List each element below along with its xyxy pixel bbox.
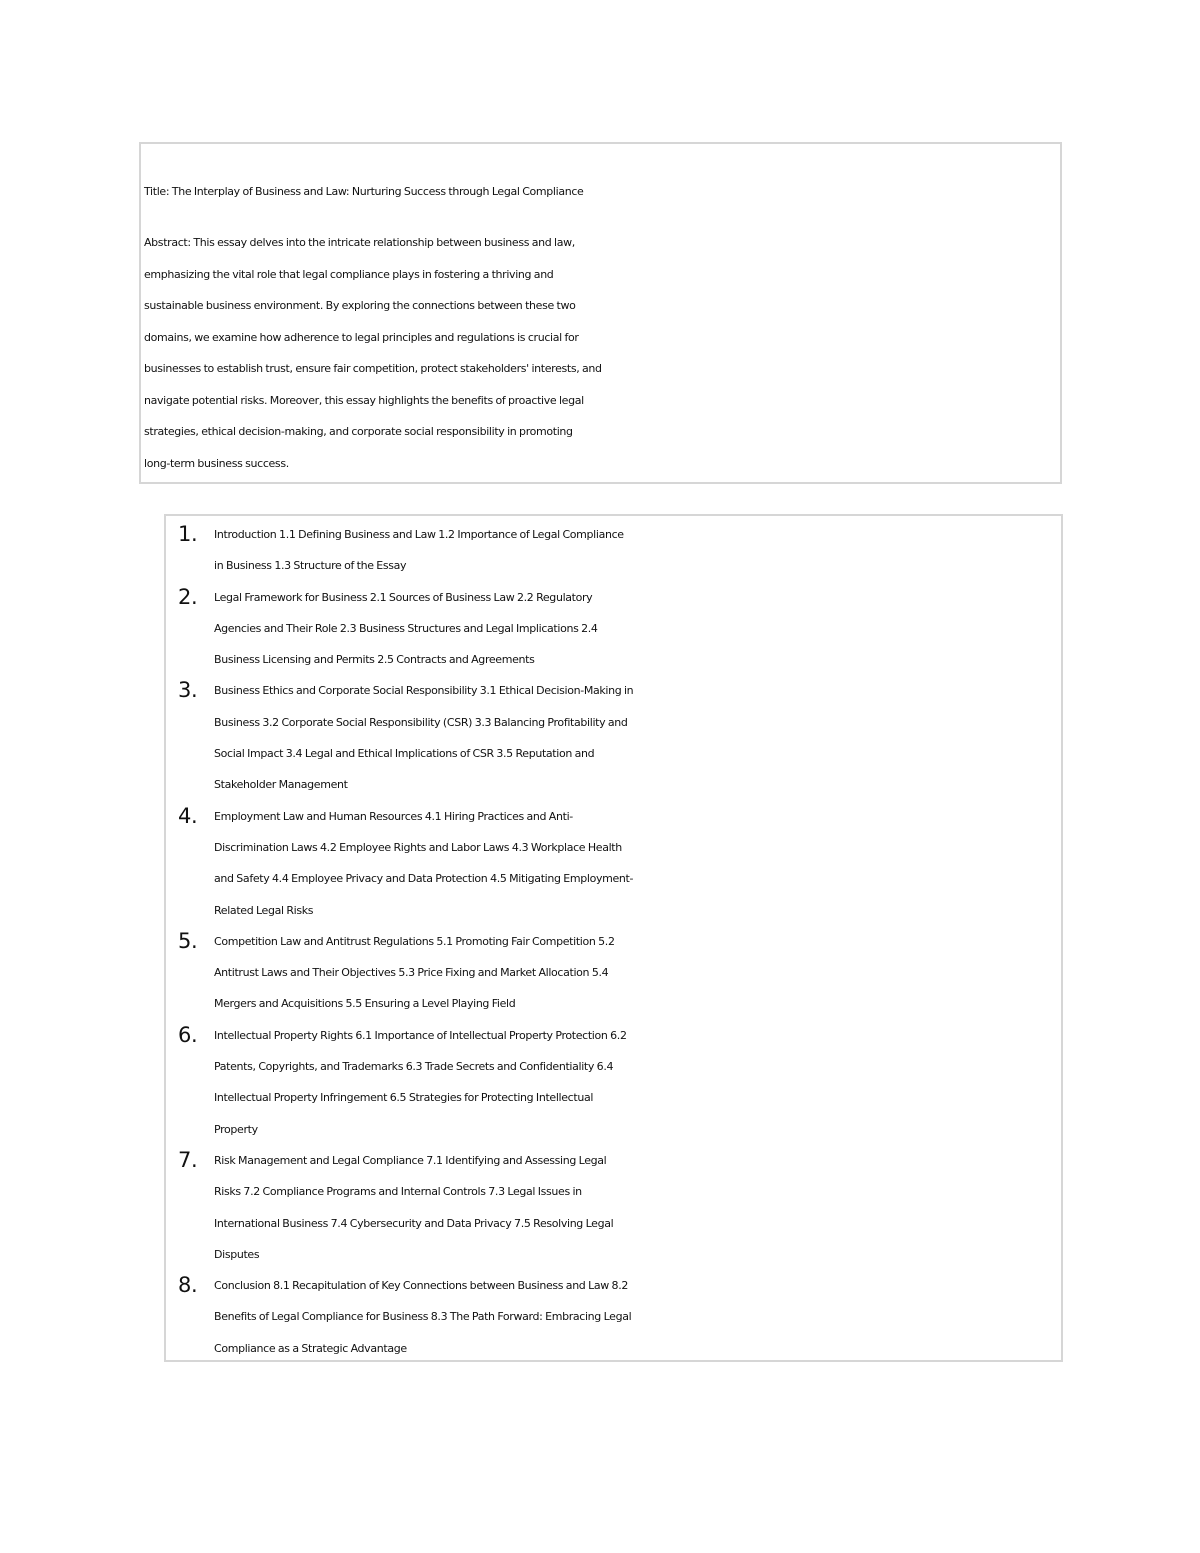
outline-item-line: Business Licensing and Permits 2.5 Contracts and Agreements (214, 653, 535, 667)
outline-item-line: Stakeholder Management (214, 778, 348, 792)
outline-item-intellectual-property (166, 1020, 1061, 1145)
outline-item-line: Disputes (214, 1247, 260, 1261)
outline-item-line: Agencies and Their Role 2.3 Business Structures and Legal Implications 2.4 (214, 621, 598, 635)
outline-item-legal-framework (166, 582, 1061, 676)
abstract-line: long-term business success. (144, 456, 289, 470)
outline-item-risk-management (166, 1145, 1061, 1270)
outline-item-number: 2. (178, 584, 198, 609)
outline-item-line: Risk Management and Legal Compliance 7.1 Identifying and Assessing Legal (214, 1153, 607, 1167)
outline-item-line: Social Impact 3.4 Legal and Ethical Implications of CSR 3.5 Reputation and (214, 747, 595, 761)
outline-item-line: Business Ethics and Corporate Social Responsibility 3.1 Ethical Decision-Making in (214, 684, 634, 698)
outline-item-line: Risks 7.2 Compliance Programs and Internal Controls 7.3 Legal Issues in (214, 1185, 582, 1199)
outline-item-line: Related Legal Risks (214, 903, 314, 917)
outline-item-line: Intellectual Property Infringement 6.5 Strategies for Protecting Intellectual (214, 1091, 594, 1105)
abstract-paragraph (144, 227, 1060, 479)
outline-item-line: Conclusion 8.1 Recapitulation of Key Connections between Business and Law 8.2 (214, 1279, 628, 1293)
title-abstract-box (139, 142, 1062, 484)
outline-item-number: 7. (178, 1147, 198, 1172)
outline-item-number: 1. (178, 522, 198, 546)
outline-item-conclusion (166, 1270, 1061, 1364)
abstract-line: sustainable business environment. By exploring the connections between these two (144, 299, 576, 312)
outline-item-line: Compliance as a Strategic Advantage (214, 1341, 407, 1355)
outline-item-line: in Business 1.3 Structure of the Essay (214, 559, 407, 573)
outline-item-number: 6. (178, 1022, 198, 1047)
outline-box (164, 514, 1063, 1362)
outline-item-business-ethics (166, 675, 1061, 800)
outline-item-number: 4. (178, 803, 198, 828)
outline-item-line: Discrimination Laws 4.2 Employee Rights and Labor Laws 4.3 Workplace Health (214, 840, 622, 854)
outline-item-line: Antitrust Laws and Their Objectives 5.3 Price Fixing and Market Allocation 5.4 (214, 966, 609, 980)
outline-item-line: Intellectual Property Rights 6.1 Importance of Intellectual Property Protection 6.2 (214, 1028, 627, 1042)
outline-item-line: Introduction 1.1 Defining Business and Law 1.2 Importance of Legal Compliance (214, 528, 624, 541)
outline-item-line: Property (214, 1122, 258, 1136)
abstract-line: strategies, ethical decision-making, and corporate social responsibility in promoting (144, 425, 573, 438)
outline-item-line: Competition Law and Antitrust Regulations 5.1 Promoting Fair Competition 5.2 (214, 934, 615, 948)
abstract-line: Abstract: This essay delves into the intricate relationship between business and law, (144, 236, 575, 249)
outline-item-line: Mergers and Acquisitions 5.5 Ensuring a Level Playing Field (214, 997, 516, 1011)
outline-item-number: 5. (178, 928, 198, 953)
outline-item-number: 3. (178, 678, 198, 703)
outline-item-competition-law (166, 926, 1061, 1020)
outline-item-line: Benefits of Legal Compliance for Business 8.3 The Path Forward: Embracing Legal (214, 1310, 632, 1324)
abstract-line: domains, we examine how adherence to legal principles and regulations is crucial for (144, 330, 579, 344)
outline-item-line: Employment Law and Human Resources 4.1 Hiring Practices and Anti- (214, 809, 573, 823)
document-title: Title: The Interplay of Business and Law: Nurturing Success through Legal Compliance (144, 185, 584, 198)
outline-list (166, 519, 1061, 1364)
outline-item-line: and Safety 4.4 Employee Privacy and Data Protection 4.5 Mitigating Employment- (214, 872, 634, 886)
outline-item-employment-law (166, 801, 1061, 926)
outline-item-line: International Business 7.4 Cybersecurity and Data Privacy 7.5 Resolving Legal (214, 1216, 614, 1230)
outline-item-line: Legal Framework for Business 2.1 Sources of Business Law 2.2 Regulatory (214, 590, 593, 604)
outline-item-number: 8. (178, 1273, 198, 1298)
abstract-line: businesses to establish trust, ensure fair competition, protect stakeholders' interests, and (144, 362, 602, 375)
abstract-line: emphasizing the vital role that legal compliance plays in fostering a thriving and (144, 267, 554, 281)
outline-item-line: Patents, Copyrights, and Trademarks 6.3 Trade Secrets and Confidentiality 6.4 (214, 1060, 614, 1074)
abstract-line: navigate potential risks. Moreover, this essay highlights the benefits of proactive legal (144, 393, 584, 407)
outline-item-introduction (166, 519, 1061, 582)
outline-item-line: Business 3.2 Corporate Social Responsibility (CSR) 3.3 Balancing Profitability and (214, 715, 628, 729)
